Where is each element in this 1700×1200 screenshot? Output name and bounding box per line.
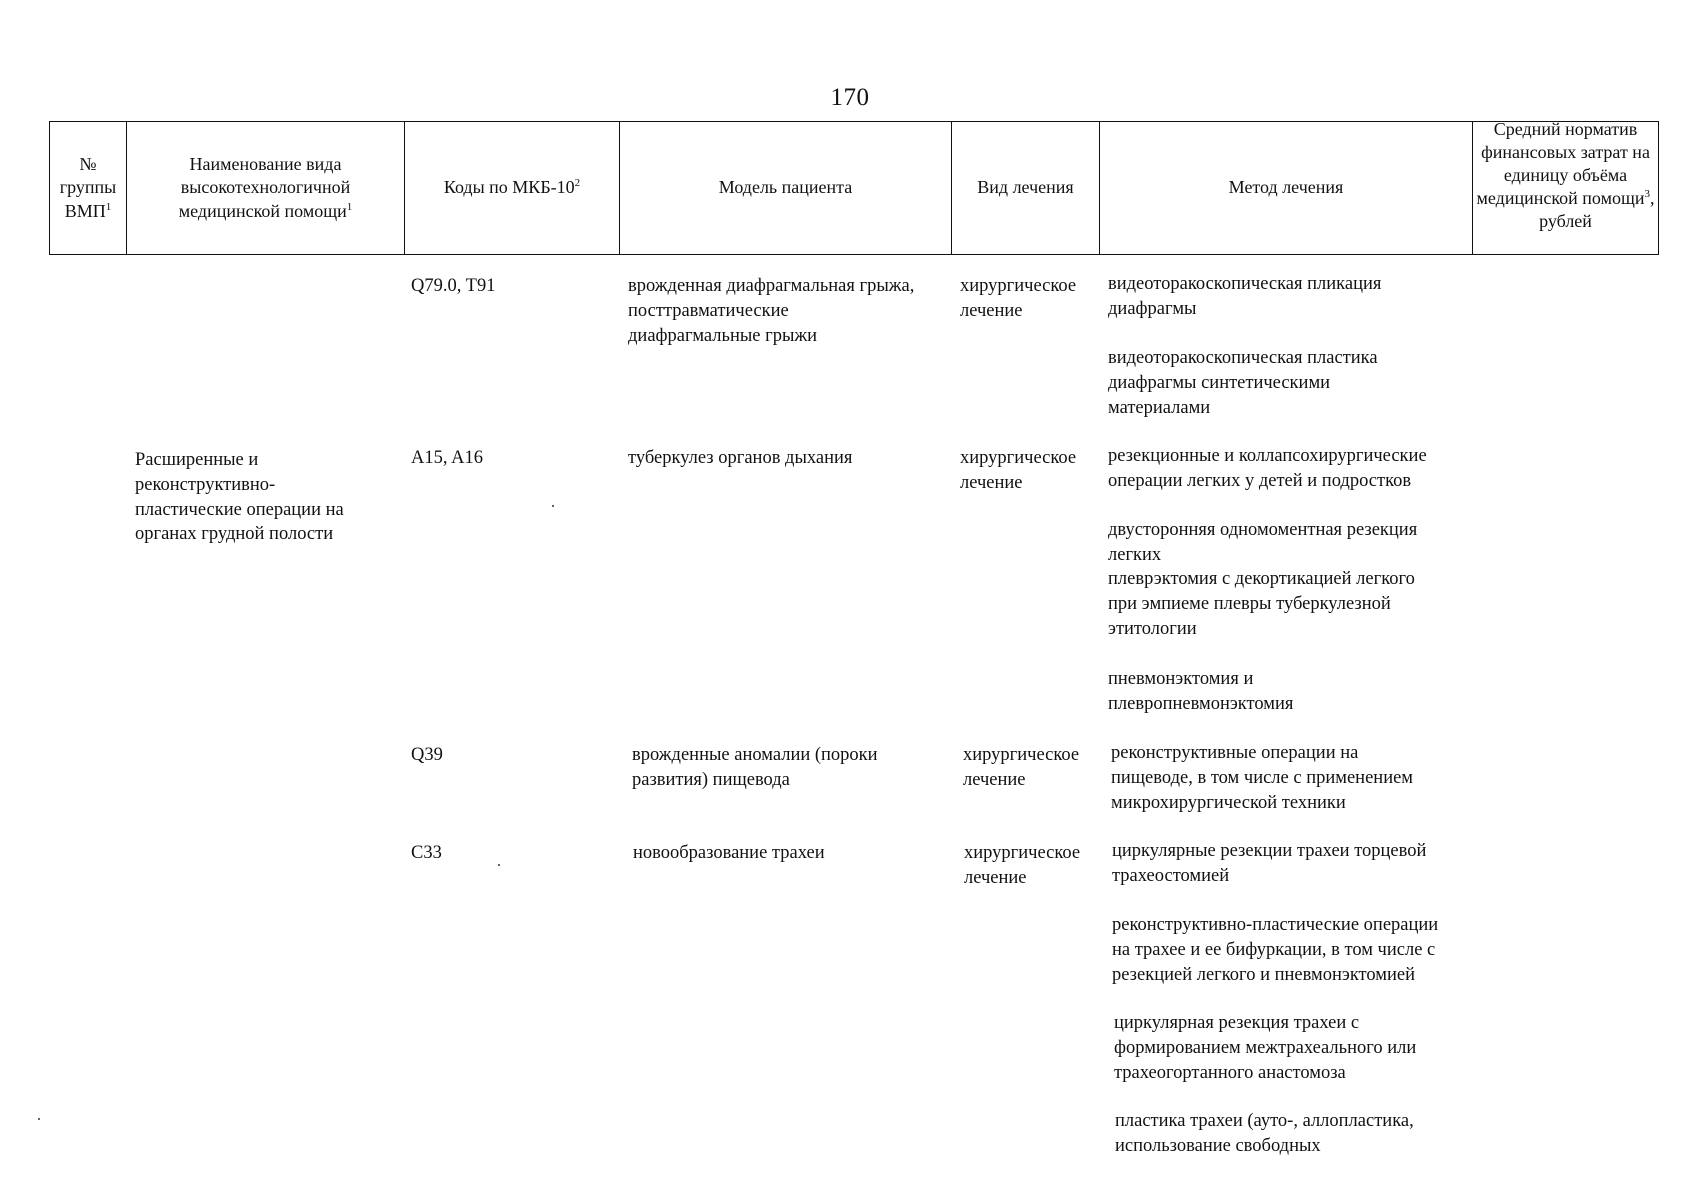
header-cost-standard: Средний норматив финансовых затрат на единицу объёма медицинской помощи$^3$, рублей xyxy=(1473,116,1659,249)
header-group-number: № группы ВМП$^1$ xyxy=(50,122,127,255)
header-icd-codes: Коды по МКБ-$10^2$ xyxy=(405,122,620,255)
page-number: 170 xyxy=(830,84,870,111)
icd-codes: C33 xyxy=(411,843,442,863)
patient-model: новообразование трахеи xyxy=(633,843,825,863)
treatment-type: хирургическое лечение xyxy=(964,843,1081,888)
treatment-type: хирургическое лечение xyxy=(960,276,1077,321)
patient-model: врожденные аномалии (пороки развития) пищевода xyxy=(632,745,878,790)
treatment-method: видеоторакоскопическая пликация диафрагмы xyxy=(1108,274,1382,319)
treatment-method: реконструктивно-пластические операции на трахее и ее бифуркации, в том числе с резекцией легкого и пневмонэктомией xyxy=(1112,915,1439,985)
treatment-method: видеоторакоскопическая пластика диафрагмы синтетическими материалами xyxy=(1108,348,1378,418)
table-header xyxy=(49,121,1659,255)
patient-model: врожденная диафрагмальная грыжа, посттравматические диафрагмальные грыжи xyxy=(628,276,915,346)
header-treatment-method: Метод лечения xyxy=(1100,122,1473,255)
treatment-method: циркулярная резекция трахеи с формированием межтрахеального или трахеогортанного анастомоза xyxy=(1114,1013,1417,1083)
patient-model: туберкулез органов дыхания xyxy=(628,448,853,468)
treatment-method: пневмонэктомия и плевропневмонэктомия xyxy=(1108,669,1294,714)
treatment-type: хирургическое лечение xyxy=(963,745,1080,790)
scan-speck xyxy=(38,1118,40,1120)
scan-speck xyxy=(498,864,500,866)
icd-codes: A15, A16 xyxy=(411,448,483,468)
icd-codes: Q39 xyxy=(411,745,443,765)
scan-speck xyxy=(552,505,554,507)
treatment-method: циркулярные резекции трахеи торцевой трахеостомией xyxy=(1112,841,1427,886)
treatment-method: плеврэктомия с декортикацией легкого при эмпиеме плевры туберкулезной этитологии xyxy=(1108,569,1415,639)
treatment-type: хирургическое лечение xyxy=(960,448,1077,493)
header-patient-model: Модель пациента xyxy=(620,122,952,255)
treatment-method: пластика трахеи (ауто-, аллопластика, использование свободных xyxy=(1115,1111,1414,1156)
group-name: Расширенные и реконструктивно- пластические операции на органах грудной полости xyxy=(135,450,344,545)
header-care-type: Наименование вида высокотехнологичной медицинской помощи$^1$ xyxy=(127,122,405,255)
treatment-method: реконструктивные операции на пищеводе, в том числе с применением микрохирургической техники xyxy=(1111,743,1414,813)
treatment-method: резекционные и коллапсохирургические операции легких у детей и подростков xyxy=(1108,446,1427,491)
treatment-method: двусторонняя одномоментная резекция легких xyxy=(1108,520,1418,565)
icd-codes: Q79.0, T91 xyxy=(411,276,496,296)
header-treatment-type: Вид лечения xyxy=(952,122,1100,255)
